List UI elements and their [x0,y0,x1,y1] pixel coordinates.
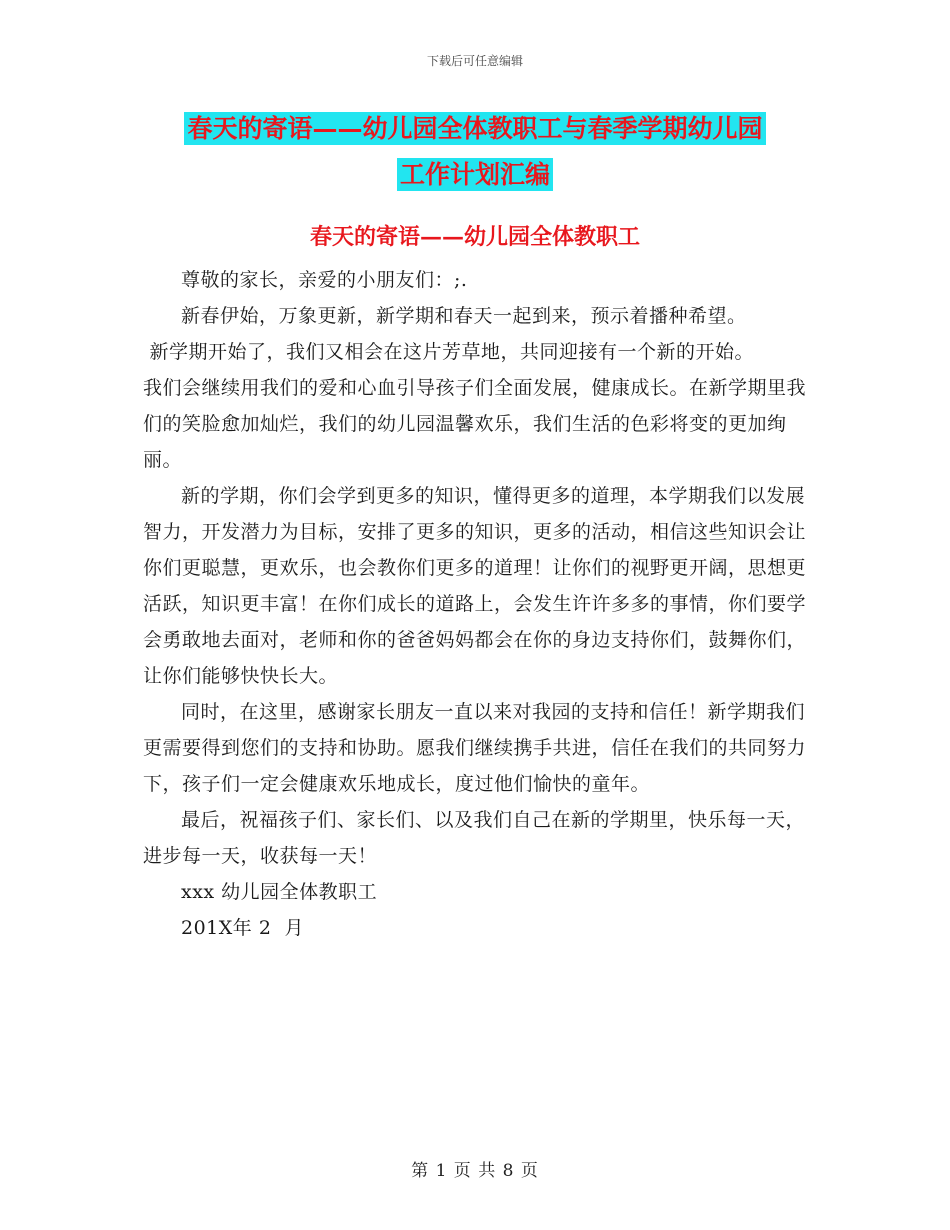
document-title [0,106,950,198]
header-note: 下载后可任意编辑 [426,54,523,68]
signature: xxx 幼儿园全体教职工 [181,881,378,903]
document-body [143,262,813,946]
paragraph: 最后，祝福孩子们、家长们、以及我们自己在新的学期里，快乐每一天，进步每一天，收获每一天！ [143,809,806,867]
paragraph: 同时，在这里，感谢家长朋友一直以来对我园的支持和信任！新学期我们更需要得到您们的支持和协助。愿我们继续携手共进，信任在我们的共同努力下，孩子们一定会健康欢乐地成长，度过他们愉快的童年。 [143,701,807,795]
date: 201X年 2 月 [181,917,304,939]
paragraph: 新学期开始了，我们又相会在这片芳草地，共同迎接有一个新的开始。 [143,341,755,363]
document-title-line-1: 春天的寄语——幼儿园全体教职工与春季学期幼儿园 [184,112,765,145]
document-title-line-2: 工作计划汇编 [397,158,553,191]
paragraph: 我们会继续用我们的爱和心血引导孩子们全面发展，健康成长。在新学期里我们的笑脸愈加灿烂，我们的幼儿园温馨欢乐，我们生活的色彩将变的更加绚丽。 [143,377,807,471]
paragraph: 新的学期，你们会学到更多的知识，懂得更多的道理，本学期我们以发展智力，开发潜力为目标，安排了更多的知识，更多的活动，相信这些知识会让你们更聪慧，更欢乐，也会教你们更多的道理！让你们的视野更开阔，思想更活跃，知识更丰富！在你们成长的道路上，会发生许许多多的事情，你们要学会勇敢地去面对，老师和你的爸爸妈妈都会在你的身边支持你们，鼓舞你们，让你们能够快快长大。 [143,485,807,687]
section-title: 春天的寄语——幼儿园全体教职工 [309,224,640,250]
greeting: 尊敬的家长，亲爱的小朋友们：;. [181,269,468,291]
page-number: 第 1 页 共 8 页 [411,1161,539,1181]
paragraph: 新春伊始，万象更新，新学期和春天一起到来，预示着播种希望。 [181,305,747,327]
